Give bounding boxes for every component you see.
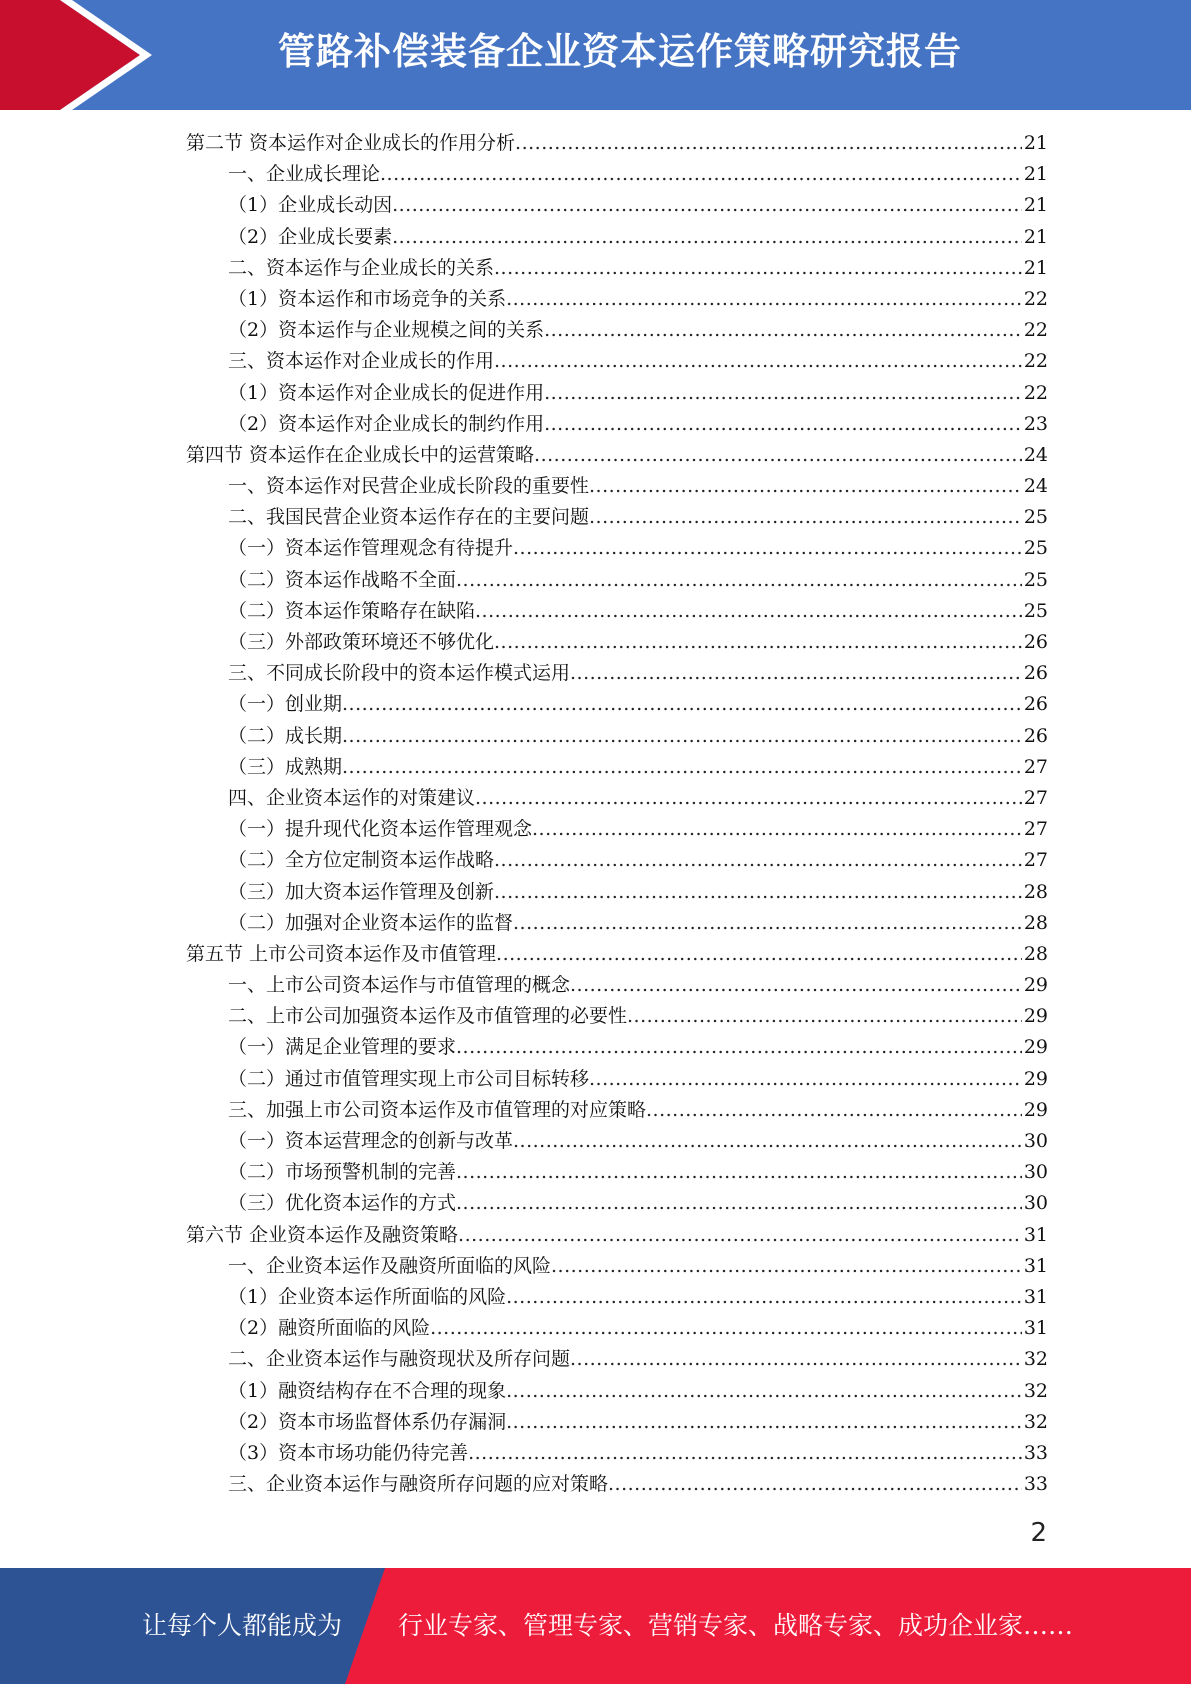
page-header: [0, 0, 1191, 110]
toc-entry[interactable]: [186, 1126, 1048, 1157]
toc-entry-page: 28: [1023, 911, 1048, 934]
toc-entry-page: 24: [1023, 443, 1048, 466]
toc-entry-title: 三、企业资本运作与融资所存问题的应对策略: [228, 1473, 609, 1496]
toc-entry-title: （1）资本运作对企业成长的促进作用: [228, 381, 545, 404]
toc-leader-dots: [532, 814, 1022, 845]
toc-entry[interactable]: [186, 253, 1048, 284]
toc-entry-page: 29: [1023, 974, 1048, 997]
toc-entry[interactable]: [186, 284, 1048, 315]
toc-entry-title: （1）资本运作和市场竞争的关系: [228, 287, 507, 310]
toc-leader-dots: [513, 908, 1022, 939]
toc-leader-dots: [506, 284, 1022, 315]
toc-entry[interactable]: [186, 1064, 1048, 1095]
toc-leader-dots: [544, 378, 1022, 409]
toc-entry-title: 一、资本运作对民营企业成长阶段的重要性: [228, 475, 590, 498]
toc-leader-dots: [506, 1407, 1022, 1438]
toc-entry-page: 21: [1023, 256, 1048, 279]
toc-entry-title: （3）资本市场功能仍待完善: [228, 1441, 469, 1464]
toc-entry-title: （一）资本运作管理观念有待提升: [228, 537, 514, 560]
toc-entry-page: 29: [1023, 1098, 1048, 1121]
toc-entry-title: 一、上市公司资本运作与市值管理的概念: [228, 974, 571, 997]
toc-entry-title: （一）满足企业管理的要求: [228, 1036, 457, 1059]
toc-entry[interactable]: [186, 783, 1048, 814]
toc-entry[interactable]: [186, 502, 1048, 533]
toc-entry-page: 25: [1023, 537, 1048, 560]
toc-entry-page: 21: [1023, 132, 1048, 154]
toc-entry-page: 25: [1023, 568, 1048, 591]
toc-entry-title: （二）资本运作策略存在缺陷: [228, 599, 476, 622]
toc-leader-dots: [570, 658, 1022, 689]
toc-leader-dots: [468, 1438, 1022, 1469]
toc-entry-page: 30: [1023, 1130, 1048, 1152]
toc-entry-page: 21: [1023, 163, 1048, 186]
toc-entry-page: 22: [1023, 287, 1048, 310]
toc-entry[interactable]: [186, 814, 1048, 845]
toc-entry[interactable]: [186, 440, 1048, 471]
toc-entry-page: 23: [1023, 412, 1048, 435]
toc-entry[interactable]: [186, 752, 1048, 783]
toc-entry-title: （二）通过市值管理实现上市公司目标转移: [228, 1067, 590, 1090]
toc-entry-title: （二）加强对企业资本运作的监督: [228, 911, 514, 934]
toc-leader-dots: [570, 1344, 1022, 1375]
toc-leader-dots: [494, 253, 1022, 284]
toc-entry[interactable]: [186, 1438, 1048, 1469]
toc-entry-page: 26: [1023, 693, 1048, 716]
toc-entry-page: 29: [1023, 1005, 1048, 1028]
toc-entry-title: 二、我国民营企业资本运作存在的主要问题: [228, 506, 590, 529]
toc-leader-dots: [608, 1469, 1022, 1500]
toc-entry[interactable]: [186, 627, 1048, 658]
toc-entry[interactable]: [186, 128, 1048, 159]
toc-entry-title: 一、企业成长理论: [228, 163, 381, 186]
toc-entry[interactable]: [186, 346, 1048, 377]
toc-entry-title: （一）资本运营理念的创新与改革: [228, 1130, 514, 1152]
toc-entry-page: 27: [1023, 849, 1048, 872]
toc-entry[interactable]: [186, 1282, 1048, 1313]
toc-entry-title: （二）成长期: [228, 724, 343, 747]
toc-entry[interactable]: [186, 1188, 1048, 1219]
toc-leader-dots: [570, 970, 1022, 1001]
toc-entry-title: （二）资本运作战略不全面: [228, 568, 457, 591]
toc-entry[interactable]: [186, 533, 1048, 564]
toc-leader-dots: [496, 939, 1022, 970]
toc-entry-page: 32: [1023, 1348, 1048, 1371]
toc-entry-title: 四、企业资本运作的对策建议: [228, 786, 476, 809]
footer-slogan-left: 让每个人都能成为: [142, 1611, 343, 1640]
toc-entry[interactable]: [186, 222, 1048, 253]
toc-entry-page: 28: [1023, 880, 1048, 903]
toc-leader-dots: [494, 877, 1022, 908]
footer-slogan-right: 行业专家、管理专家、营销专家、战略专家、成功企业家……: [398, 1611, 1074, 1640]
toc-leader-dots: [627, 1001, 1022, 1032]
toc-entry-title: （2）资本市场监督体系仍存漏洞: [228, 1410, 507, 1433]
toc-entry-page: 30: [1023, 1192, 1048, 1215]
toc-entry[interactable]: [186, 159, 1048, 190]
toc-entry-page: 25: [1023, 506, 1048, 529]
toc-entry-page: 26: [1023, 662, 1048, 685]
toc-leader-dots: [544, 409, 1022, 440]
toc-entry[interactable]: [186, 409, 1048, 440]
toc-leader-dots: [506, 1376, 1022, 1407]
toc-entry-page: 27: [1023, 755, 1048, 778]
toc-entry[interactable]: [186, 596, 1048, 627]
toc-entry-page: 22: [1023, 319, 1048, 342]
toc-entry-title: 二、资本运作与企业成长的关系: [228, 256, 495, 279]
toc-entry[interactable]: [186, 939, 1048, 970]
toc-entry-page: 29: [1023, 1036, 1048, 1059]
toc-entry-title: 第六节 企业资本运作及融资策略: [186, 1223, 459, 1246]
toc-entry-page: 33: [1023, 1441, 1048, 1464]
toc-entry-page: 25: [1023, 599, 1048, 622]
toc-leader-dots: [342, 721, 1022, 752]
toc-entry-title: （三）外部政策环境还不够优化: [228, 631, 495, 653]
toc-entry-page: 31: [1023, 1254, 1048, 1277]
report-title: 管路补偿装备企业资本运作策略研究报告: [278, 30, 962, 73]
toc-entry-title: （2）融资所面临的风险: [228, 1317, 431, 1340]
toc-entry-page: 21: [1023, 225, 1048, 248]
toc-entry-page: 21: [1023, 194, 1048, 217]
toc-leader-dots: [534, 440, 1022, 471]
toc-entry-page: 22: [1023, 381, 1048, 404]
toc-entry-title: （1）企业资本运作所面临的风险: [228, 1285, 507, 1308]
toc-leader-dots: [513, 533, 1022, 564]
toc-leader-dots: [589, 471, 1022, 502]
toc-entry[interactable]: [186, 1376, 1048, 1407]
toc-entry-title: 三、资本运作对企业成长的作用: [228, 350, 495, 373]
toc-leader-dots: [380, 159, 1022, 190]
toc-entry-title: （2）企业成长要素: [228, 225, 393, 248]
toc-leader-dots: [494, 346, 1022, 377]
toc-entry[interactable]: [186, 190, 1048, 221]
toc-entry-title: （三）成熟期: [228, 755, 343, 778]
toc-leader-dots: [494, 845, 1022, 876]
toc-entry-title: （二）市场预警机制的完善: [228, 1161, 457, 1184]
toc-leader-dots: [475, 596, 1022, 627]
toc-entry-page: 31: [1023, 1285, 1048, 1308]
toc-entry-title: 一、企业资本运作及融资所面临的风险: [228, 1254, 552, 1277]
toc-leader-dots: [589, 502, 1022, 533]
toc-leader-dots: [506, 1282, 1022, 1313]
toc-entry[interactable]: [186, 1220, 1048, 1251]
toc-entry[interactable]: [186, 315, 1048, 346]
page-footer: [0, 1568, 1191, 1684]
toc-entry[interactable]: [186, 1469, 1048, 1500]
toc-entry-page: 27: [1023, 786, 1048, 809]
toc-entry-page: 29: [1023, 1067, 1048, 1090]
toc-leader-dots: [342, 689, 1022, 720]
toc-entry[interactable]: [186, 908, 1048, 939]
toc-entry[interactable]: [186, 471, 1048, 502]
toc-leader-dots: [646, 1095, 1022, 1126]
toc-entry-page: 30: [1023, 1161, 1048, 1184]
toc-entry[interactable]: [186, 1344, 1048, 1375]
toc-leader-dots: [456, 565, 1022, 596]
toc-entry[interactable]: [186, 1251, 1048, 1282]
toc-entry[interactable]: [186, 1157, 1048, 1188]
toc-entry-title: 第二节 资本运作对企业成长的作用分析: [186, 132, 516, 154]
toc-entry[interactable]: [186, 721, 1048, 752]
toc-entry-title: 第四节 资本运作在企业成长中的运营策略: [186, 443, 535, 466]
toc-entry-title: （1）融资结构存在不合理的现象: [228, 1379, 507, 1402]
toc-entry[interactable]: [186, 1407, 1048, 1438]
page-number: 2: [1030, 1518, 1047, 1548]
toc-entry[interactable]: [186, 845, 1048, 876]
toc-entry-page: 24: [1023, 475, 1048, 498]
toc-entry[interactable]: [186, 689, 1048, 720]
toc-entry[interactable]: [186, 1032, 1048, 1063]
toc-leader-dots: [430, 1313, 1022, 1344]
toc-entry[interactable]: [186, 1001, 1048, 1032]
toc-leader-dots: [458, 1220, 1022, 1251]
toc-leader-dots: [515, 128, 1022, 159]
toc-entry-page: 32: [1023, 1379, 1048, 1402]
toc-leader-dots: [475, 783, 1022, 814]
toc-entry-page: 31: [1023, 1317, 1048, 1340]
toc-entry-title: （一）提升现代化资本运作管理观念: [228, 818, 533, 841]
toc-entry-title: （2）资本运作与企业规模之间的关系: [228, 319, 545, 342]
toc-entry-title: 三、不同成长阶段中的资本运作模式运用: [228, 662, 571, 685]
toc-entry-page: 27: [1023, 818, 1048, 841]
toc-leader-dots: [456, 1032, 1022, 1063]
toc-entry-title: （一）创业期: [228, 693, 343, 716]
toc-entry-page: 33: [1023, 1473, 1048, 1496]
toc-leader-dots: [589, 1064, 1022, 1095]
toc-leader-dots: [392, 190, 1022, 221]
toc-entry-page: 26: [1023, 724, 1048, 747]
toc-entry[interactable]: [186, 1095, 1048, 1126]
toc-entry-title: 二、企业资本运作与融资现状及所存问题: [228, 1348, 571, 1371]
toc-leader-dots: [513, 1126, 1022, 1157]
table-of-contents: [186, 128, 1048, 1500]
toc-leader-dots: [342, 752, 1022, 783]
toc-entry[interactable]: [186, 970, 1048, 1001]
toc-entry-page: 28: [1023, 942, 1048, 965]
toc-leader-dots: [544, 315, 1022, 346]
toc-entry[interactable]: [186, 658, 1048, 689]
toc-leader-dots: [456, 1188, 1022, 1219]
toc-entry-title: （三）优化资本运作的方式: [228, 1192, 457, 1215]
toc-entry[interactable]: [186, 877, 1048, 908]
toc-entry-title: （三）加大资本运作管理及创新: [228, 880, 495, 903]
toc-entry[interactable]: [186, 565, 1048, 596]
toc-entry-page: 32: [1023, 1410, 1048, 1433]
toc-entry-title: 第五节 上市公司资本运作及市值管理: [186, 942, 497, 965]
toc-entry-title: （二）全方位定制资本运作战略: [228, 849, 495, 872]
toc-leader-dots: [551, 1251, 1022, 1282]
toc-entry[interactable]: [186, 1313, 1048, 1344]
toc-leader-dots: [456, 1157, 1022, 1188]
toc-entry-title: 三、加强上市公司资本运作及市值管理的对应策略: [228, 1098, 647, 1121]
toc-entry-page: 31: [1023, 1223, 1048, 1246]
toc-entry-title: 二、上市公司加强资本运作及市值管理的必要性: [228, 1005, 628, 1028]
toc-entry-page: 26: [1023, 631, 1048, 653]
toc-leader-dots: [392, 222, 1022, 253]
toc-entry[interactable]: [186, 378, 1048, 409]
toc-leader-dots: [494, 627, 1022, 658]
toc-entry-page: 22: [1023, 350, 1048, 373]
toc-entry-title: （2）资本运作对企业成长的制约作用: [228, 412, 545, 435]
toc-entry-title: （1）企业成长动因: [228, 194, 393, 217]
